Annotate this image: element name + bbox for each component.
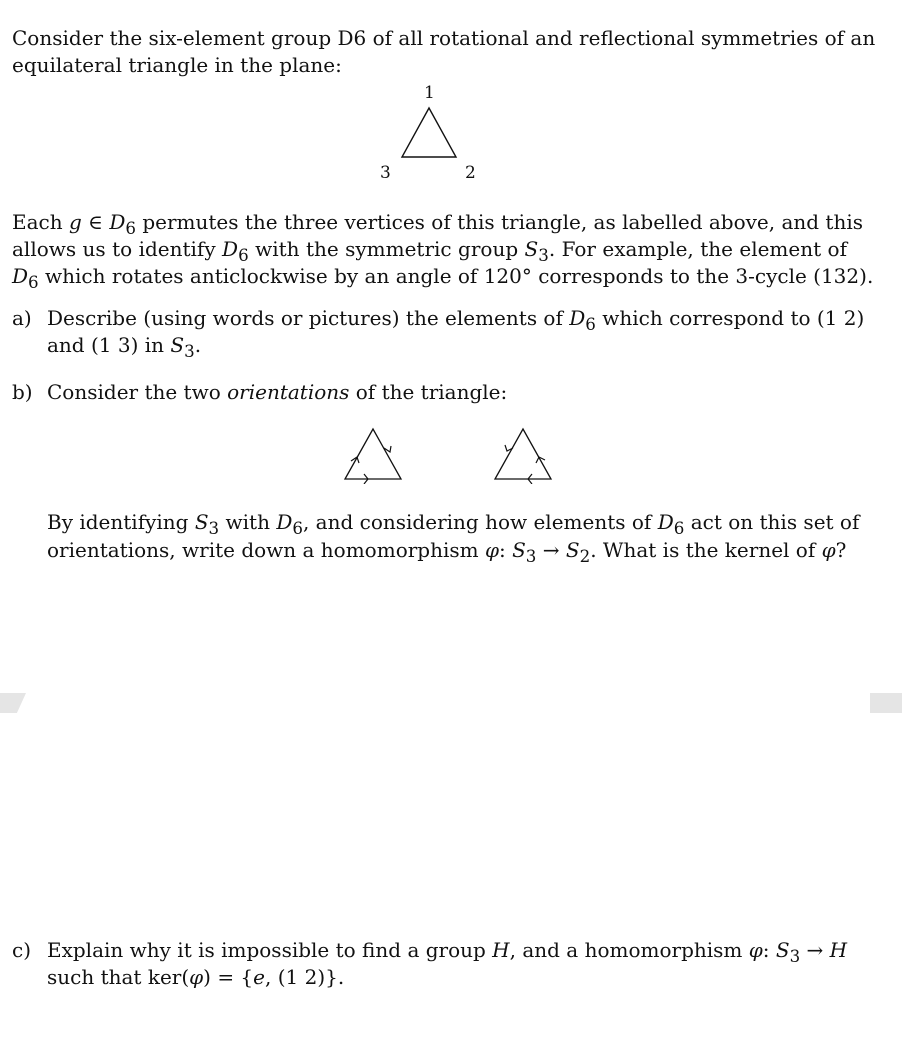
scan-mark-right bbox=[870, 693, 902, 713]
intro-line-2: equilateral triangle in the plane: bbox=[12, 53, 342, 77]
scan-mark-left bbox=[0, 693, 26, 713]
orientation-anticlockwise-diagram bbox=[490, 424, 556, 484]
vertex-label-1: 1 bbox=[424, 83, 435, 103]
part-b-intro: Consider the two orientations of the triangle: bbox=[47, 380, 508, 404]
part-c-line-1: Explain why it is impossible to find a group H, and a homomorphism φ: $S_3 \to H$ bbox=[47, 938, 848, 966]
paragraph-line-3: $D_6$ which rotates anticlockwise by an angle of 120° corresponds to the 3-cycle (132). bbox=[12, 264, 874, 292]
part-a-line-1: Describe (using words or pictures) the elements of $D_6$ which correspond to (1 2) bbox=[47, 306, 865, 334]
part-b-line-1: By identifying $S_3$ with $D_6$, and considering how elements of $D_6$ act on this set of bbox=[47, 510, 860, 538]
part-b-label: b) bbox=[12, 380, 33, 404]
triangle-diagram bbox=[396, 102, 462, 162]
orientation-clockwise-diagram bbox=[340, 424, 406, 484]
part-b-line-2: orientations, write down a homomorphism φ: $S_3 \to S_2$. What is the kernel of φ? bbox=[47, 538, 847, 566]
vertex-label-2: 2 bbox=[465, 163, 476, 183]
part-c-line-2: such that ker(φ) = {e, (1 2)}. bbox=[47, 965, 345, 989]
intro-line-1: Consider the six-element group D6 of all rotational and reflectional symmetries of an bbox=[12, 26, 876, 50]
paragraph-line-1: Each g ∈ $D_6$ permutes the three vertices of this triangle, as labelled above, and this bbox=[12, 210, 864, 238]
vertex-label-3: 3 bbox=[380, 163, 391, 183]
part-a-line-2: and (1 3) in $S_3$. bbox=[47, 333, 202, 361]
paragraph-line-2: allows us to identify $D_6$ with the symmetric group $S_3$. For example, the element of bbox=[12, 237, 847, 265]
part-c-label: c) bbox=[12, 938, 32, 962]
part-a-label: a) bbox=[12, 306, 32, 330]
